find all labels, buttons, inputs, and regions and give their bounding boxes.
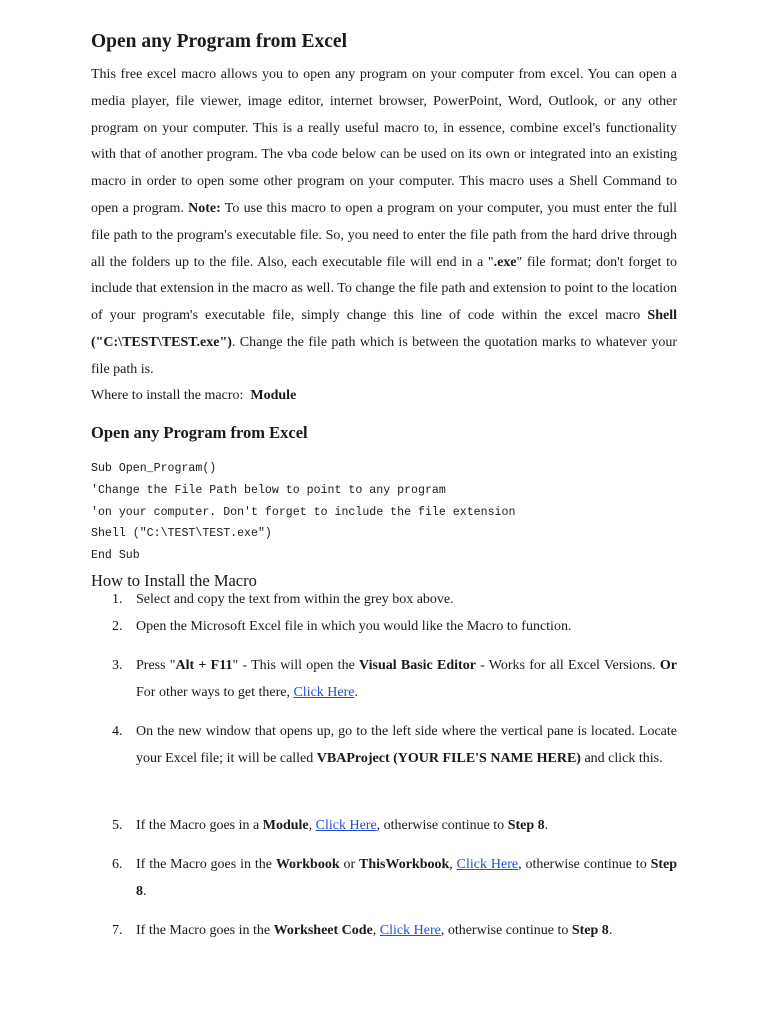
step-text: .: [354, 684, 358, 700]
step-number: 7.: [112, 923, 123, 938]
step-text: Press ": [136, 658, 176, 673]
step-text: If the Macro goes in a: [136, 818, 263, 833]
step-text: If the Macro goes in the: [136, 923, 274, 938]
step-text: or: [339, 857, 360, 872]
step-text: , otherwise continue to: [376, 818, 508, 833]
step-text: .: [143, 883, 147, 899]
note-label: Note:: [188, 200, 221, 216]
code-line: Sub Open_Program(): [91, 462, 217, 475]
install-location-value: Module: [250, 388, 297, 403]
step-text: Select and copy the text from within the grey box above.: [136, 592, 454, 607]
code-line: Shell ("C:\TEST\TEST.exe"): [91, 527, 272, 541]
step-text: - Works for all Excel Versions.: [475, 658, 660, 673]
shortcut-keys: Alt + F11: [175, 658, 233, 673]
step-text: If the Macro goes in the: [136, 857, 276, 872]
intro-text-3: " file format; don't forget to include that extension in the macro as well. To change the file path and extension to point to the location of your program's executable file, simply change this line of code within the excel macro: [91, 254, 677, 324]
page-title: Open any Program from Excel: [91, 31, 347, 52]
step-text: .: [608, 923, 613, 938]
install-location-line: [91, 383, 296, 410]
step-text: ,: [308, 818, 316, 833]
step-text: ,: [449, 857, 457, 872]
or-label: Or: [659, 658, 677, 673]
worksheet-code-label: Worksheet Code: [273, 923, 373, 938]
step-number: 1.: [112, 592, 123, 607]
install-location-label: Where to install the macro:: [91, 388, 244, 403]
click-here-link[interactable]: Click Here: [379, 923, 441, 938]
intro-text-1: This free excel macro allows you to open any program on your computer from excel. You can open a media player, file viewer, image editor, internet browser, PowerPoint, Word, Outlook, or any other program on your computer. This is a really useful macro to, in essence, combine excel's functionality with that of another program. The vba code below can be used on its own or integrated into an existing macro in order to open some other program on your computer. This macro uses a Shell Command to open a program.: [91, 67, 677, 216]
step-text: , otherwise continue to: [440, 923, 572, 938]
workbook-label: Workbook: [275, 857, 340, 872]
shell-command: Shell ("C:\TEST\TEST.exe"): [91, 308, 677, 350]
step-7: [91, 918, 677, 945]
code-line: 'Change the File Path below to point to any program: [91, 483, 446, 497]
intro-text-2: To use this macro to open a program on your computer, you must enter the full file path to the program's executable file. So, you need to enter the file path from the hard drive through all the folders up to the file. Also, each executable file will end in a ": [91, 200, 678, 270]
click-here-link[interactable]: Click Here: [293, 684, 355, 700]
step-6: [91, 852, 677, 906]
step-number: 3.: [112, 658, 123, 673]
howto-heading: How to Install the Macro: [91, 571, 257, 590]
code-block: [91, 458, 515, 567]
step-text: On the new window that opens up, go to the left side where the vertical pane is located. Locate your Excel file; it will be called: [136, 724, 677, 766]
step-1: [91, 587, 677, 614]
step-text: , otherwise continue to: [518, 857, 651, 872]
thisworkbook-label: ThisWorkbook: [359, 857, 450, 872]
vbe-name: Visual Basic Editor: [359, 658, 476, 673]
step-text: Open the Microsoft Excel file in which you would like the Macro to function.: [136, 619, 572, 634]
step-text: and click this.: [580, 750, 663, 766]
intro-paragraph: [91, 62, 677, 384]
step-number: 5.: [112, 818, 123, 833]
intro-text-4: . Change the file path which is between the quotation marks to whatever your file path is.: [91, 334, 677, 377]
vbaproject-name: VBAProject (YOUR FILE'S NAME HERE): [316, 750, 581, 766]
module-label: Module: [262, 818, 309, 833]
step-5: [91, 813, 677, 840]
step-2: [91, 614, 677, 641]
step-3: [91, 653, 677, 707]
step-4: [91, 719, 677, 773]
step-text: " - This will open the: [232, 658, 360, 673]
step-8-label: Step 8: [507, 818, 545, 833]
click-here-link[interactable]: Click Here: [456, 857, 519, 872]
step-number: 4.: [112, 724, 123, 739]
code-heading: Open any Program from Excel: [91, 423, 308, 442]
step-8-label: Step 8: [571, 923, 609, 938]
step-number: 2.: [112, 619, 123, 634]
click-here-link[interactable]: Click Here: [315, 818, 377, 833]
step-text: .: [544, 818, 549, 833]
step-text: ,: [372, 923, 380, 938]
code-line: End Sub: [91, 549, 140, 563]
step-text: For other ways to get there,: [136, 684, 294, 700]
exe-extension: .exe: [493, 254, 517, 270]
step-8-label: Step 8: [136, 857, 678, 899]
step-number: 6.: [112, 857, 123, 872]
code-line: 'on your computer. Don't forget to include the file extension: [91, 505, 516, 519]
